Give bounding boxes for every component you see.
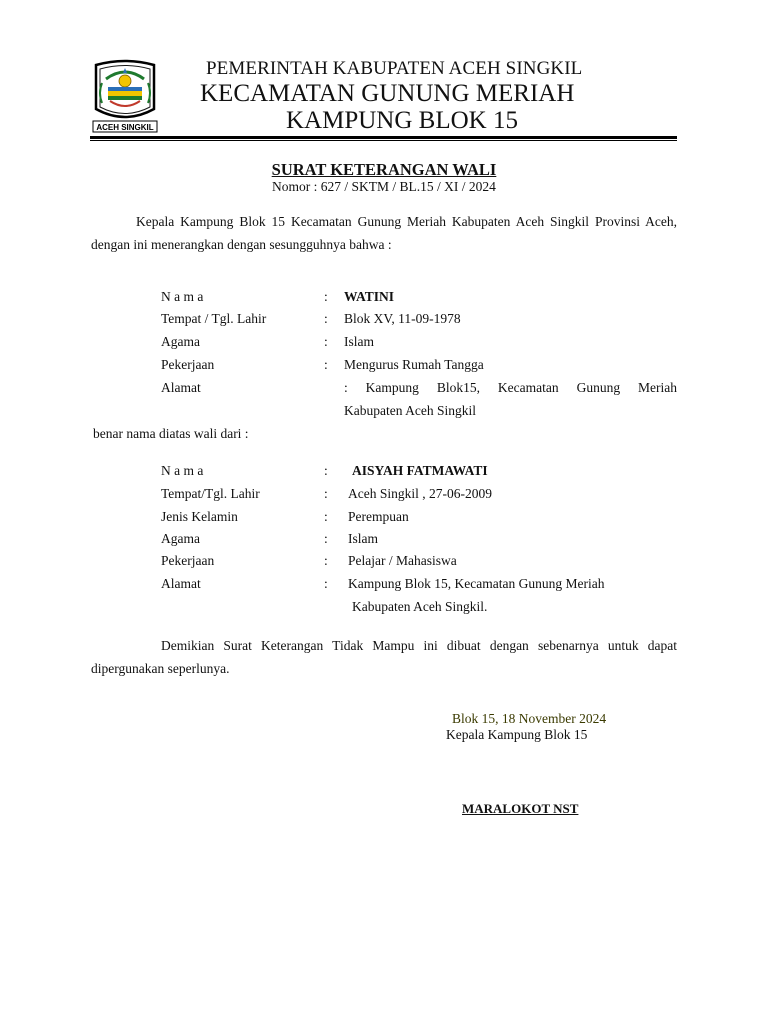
field-value: Blok XV, 11-09-1978 xyxy=(344,311,461,326)
field-value: Kabupaten Aceh Singkil xyxy=(344,403,476,418)
document-number: Nomor : 627 / SKTM / BL.15 / XI / 2024 xyxy=(272,179,496,194)
field-value: Islam xyxy=(348,531,378,546)
field-colon: : xyxy=(324,509,328,524)
header-divider-thin xyxy=(90,140,677,141)
field-value: Mengurus Rumah Tangga xyxy=(344,357,484,372)
field-value: : Kampung Blok15, Kecamatan Gunung Meriah xyxy=(344,380,677,395)
field-colon: : xyxy=(324,311,328,326)
field-label: Pekerjaan xyxy=(161,357,215,372)
anak-alamat-row xyxy=(161,576,677,596)
header-divider-thick xyxy=(90,136,677,139)
anak-jk-row xyxy=(161,509,677,529)
field-colon: : xyxy=(324,531,328,546)
between-text: benar nama diatas wali dari : xyxy=(93,426,249,441)
wali-ttl-row xyxy=(161,311,677,331)
intro-paragraph: Kepala Kampung Blok 15 Kecamatan Gunung Meriah Kabupaten Aceh Singkil Provinsi Aceh, dengan ini menerangkan dengan sesungguhnya bahwa : xyxy=(91,214,677,252)
field-label: Jenis Kelamin xyxy=(161,509,238,524)
closing-paragraph: Demikian Surat Keterangan Tidak Mampu ini dibuat dengan sebenarnya untuk dapat dipergunakan seperlunya. xyxy=(91,638,677,676)
field-label: Pekerjaan xyxy=(161,553,215,568)
anak-alamat-row-2 xyxy=(161,599,677,619)
document-title: SURAT KETERANGAN WALI xyxy=(271,160,497,179)
field-label: Tempat/Tgl. Lahir xyxy=(161,486,260,501)
field-colon: : xyxy=(324,463,328,478)
field-label: Alamat xyxy=(161,380,201,395)
field-value: Aceh Singkil , 27-06-2009 xyxy=(348,486,492,501)
anak-agama-row xyxy=(161,531,677,551)
wali-alamat-row xyxy=(161,380,677,400)
wali-nama-row xyxy=(161,289,677,309)
svg-text:ACEH SINGKIL: ACEH SINGKIL xyxy=(96,123,154,132)
field-label: Agama xyxy=(161,334,200,349)
signature-date: Blok 15, 18 November 2024 xyxy=(452,711,607,726)
wali-alamat-row-2 xyxy=(161,403,677,423)
field-label: Agama xyxy=(161,531,200,546)
header-line-3: KAMPUNG BLOK 15 xyxy=(286,107,518,134)
field-value: Kampung Blok 15, Kecamatan Gunung Meriah xyxy=(348,576,605,591)
field-label: Alamat xyxy=(161,576,201,591)
field-value: WATINI xyxy=(344,289,395,304)
header-line-1: PEMERINTAH KABUPATEN ACEH SINGKIL xyxy=(206,58,583,79)
field-value: Kabupaten Aceh Singkil. xyxy=(352,599,488,614)
field-colon: : xyxy=(324,357,328,372)
field-label: N a m a xyxy=(161,463,204,478)
wali-agama-row xyxy=(161,334,677,354)
field-label: Tempat / Tgl. Lahir xyxy=(161,311,267,326)
field-colon: : xyxy=(324,334,328,349)
field-colon: : xyxy=(324,289,328,304)
anak-pekerjaan-row xyxy=(161,553,677,573)
wali-pekerjaan-row xyxy=(161,357,677,377)
header-line-2: KECAMATAN GUNUNG MERIAH xyxy=(200,80,575,107)
field-value: Pelajar / Mahasiswa xyxy=(348,553,457,568)
field-colon: : xyxy=(324,553,328,568)
aceh-singkil-emblem xyxy=(90,59,160,133)
anak-nama-row xyxy=(161,463,677,483)
field-value: Islam xyxy=(344,334,374,349)
field-value: Perempuan xyxy=(348,509,409,524)
field-value: AISYAH FATMAWATI xyxy=(352,463,488,478)
signatory-name: MARALOKOT NST xyxy=(462,801,579,816)
field-colon: : xyxy=(324,576,328,591)
signature-position: Kepala Kampung Blok 15 xyxy=(446,727,588,742)
field-label: N a m a xyxy=(161,289,204,304)
field-colon: : xyxy=(324,486,328,501)
anak-ttl-row xyxy=(161,486,677,506)
